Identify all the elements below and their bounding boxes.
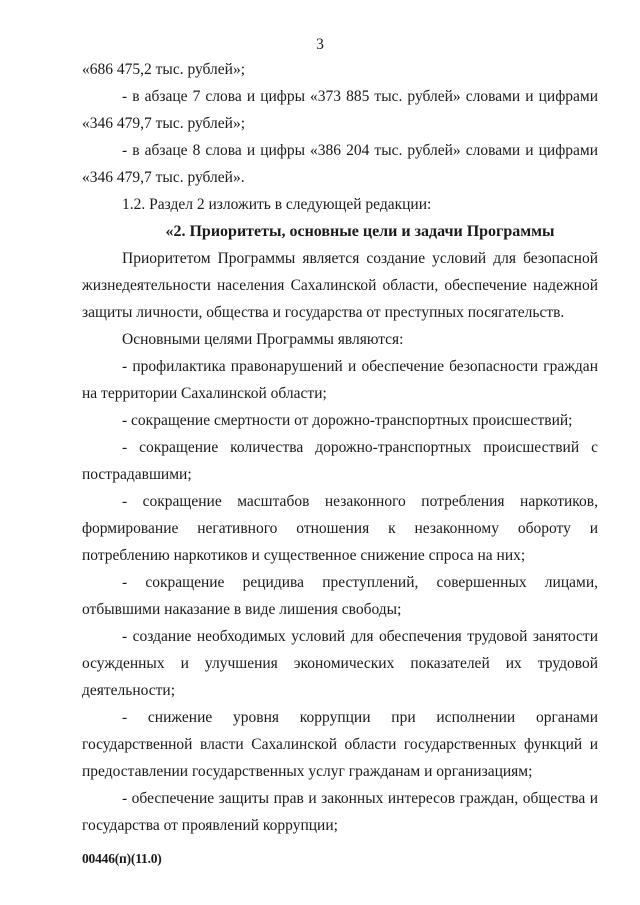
- goal-item-drugs: - сокращение масштабов незаконного потребления наркотиков, формирование негативного отношения к незаконному обороту и потреблению наркотиков и существенное снижение спроса на них;: [82, 493, 598, 564]
- goal-item-employment: - создание необходимых условий для обеспечения трудовой занятости осужденных и улучшения экономических показателей их трудовой деятельности;: [82, 628, 598, 699]
- paragraph-priority: Приоритетом Программы является создание условий для безопасной жизнедеятельности населения Сахалинской области, обеспечение надежной защиты личности, общества и государства от преступных посягательств.: [82, 250, 598, 321]
- document-code: 00446(п)(11.0): [82, 851, 162, 866]
- paragraph-amount-continuation: «686 475,2 тыс. рублей»;: [82, 61, 245, 78]
- paragraph-item-paragraph-8: - в абзаце 8 слова и цифры «386 204 тыс. рублей» словами и цифрами «346 479,7 тыс. рублей».: [82, 142, 598, 186]
- goal-item-recidivism: - сокращение рецидива преступлений, совершенных лицами, отбывшими наказание в виде лишения свободы;: [82, 574, 598, 618]
- goal-item-corruption-protection: - обеспечение защиты прав и законных интересов граждан, общества и государства от проявлений коррупции;: [82, 790, 598, 834]
- goal-item-corruption-reduction: - снижение уровня коррупции при исполнении органами государственной власти Сахалинской области государственных функций и предоставлении государственных услуг гражданам и организациям;: [82, 709, 598, 780]
- page-number: 3: [316, 36, 324, 53]
- paragraph-section-2-amendment: 1.2. Раздел 2 изложить в следующей редакции:: [122, 196, 432, 213]
- document-body: [82, 56, 598, 839]
- section-heading: «2. Приоритеты, основные цели и задачи Программы: [165, 223, 555, 240]
- goal-item-prevention: - профилактика правонарушений и обеспечение безопасности граждан на территории Сахалинской области;: [82, 358, 598, 402]
- goal-item-road-accidents: - сокращение количества дорожно-транспортных происшествий с пострадавшими;: [82, 439, 598, 483]
- goal-item-road-mortality: - сокращение смертности от дорожно-транспортных происшествий;: [122, 412, 573, 429]
- paragraph-goals-intro: Основными целями Программы являются:: [122, 331, 404, 348]
- paragraph-item-paragraph-7: - в абзаце 7 слова и цифры «373 885 тыс. рублей» словами и цифрами «346 479,7 тыс. рублей»;: [82, 88, 598, 132]
